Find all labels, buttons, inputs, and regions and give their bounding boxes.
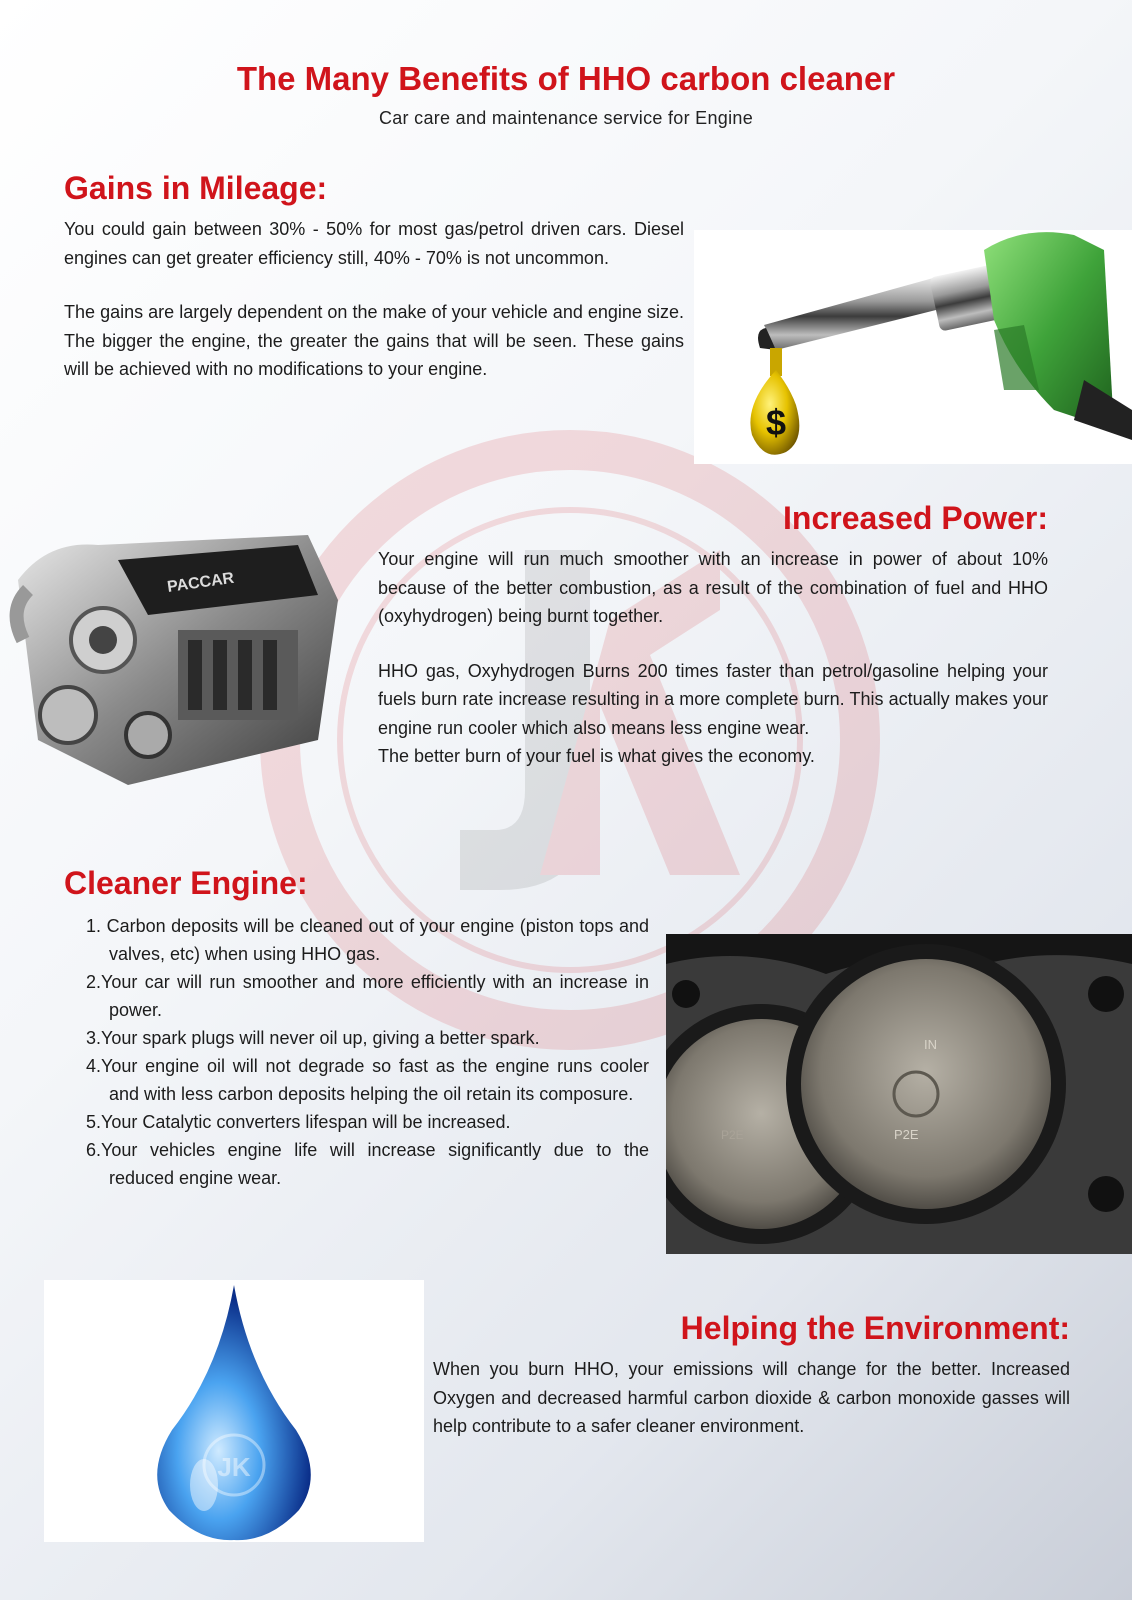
environment-paragraph: When you burn HHO, your emissions will change for the better. Increased Oxygen and decreased harmful carbon dioxide & carbon monoxide gasses will help contribute to a safer cleaner environment. xyxy=(433,1359,1070,1436)
list-item: 6.Your vehicles engine life will increase significantly due to the reduced engine wear. xyxy=(86,1140,649,1188)
mileage-text xyxy=(64,215,684,410)
power-paragraph-1: Your engine will run much smoother with an increase in power of about 10% because of the better combustion, as a result of the combination of fuel and HHO (oxyhydrogen) being burnt together. xyxy=(378,549,1048,626)
mileage-heading: Gains in Mileage: xyxy=(64,170,328,206)
water-drop-image xyxy=(44,1280,424,1542)
list-item: 1. Carbon deposits will be cleaned out of your engine (piston tops and valves, etc) when using HHO gas. xyxy=(86,916,649,964)
piston-mark-in: IN xyxy=(924,1037,937,1052)
list-item: 5.Your Catalytic converters lifespan will be increased. xyxy=(86,1112,511,1132)
list-item: 3.Your spark plugs will never oil up, giving a better spark. xyxy=(86,1028,540,1048)
fuel-nozzle-image xyxy=(694,230,1132,464)
environment-text xyxy=(433,1355,1070,1467)
mileage-paragraph-2: The gains are largely dependent on the make of your vehicle and engine size. The bigger the engine, the greater the gains that will be seen. These gains will be achieved with no modifications to your engine. xyxy=(64,302,684,379)
engine-image xyxy=(8,520,343,790)
paccar-label: PACCAR xyxy=(166,569,236,596)
piston-image xyxy=(666,934,1132,1254)
power-text xyxy=(378,545,1048,771)
piston-mark-left: P2E xyxy=(721,1128,744,1142)
page-subtitle: Car care and maintenance service for Engine xyxy=(378,108,754,128)
dollar-icon: $ xyxy=(765,402,787,443)
power-paragraph-2: HHO gas, Oxyhydrogen Burns 200 times faster than petrol/gasoline helping your fuels burn rate increase resulting in a more complete burn. This actually makes your engine run cooler which also means less engine wear. xyxy=(378,660,1048,738)
environment-heading: Helping the Environment: xyxy=(680,1310,1070,1346)
list-item: 4.Your engine oil will not degrade so fast as the engine runs cooler and with less carbon deposits helping the oil retain its composure. xyxy=(86,1056,649,1104)
page-title: The Many Benefits of HHO carbon cleaner xyxy=(236,60,896,97)
jk-logo-icon: JK xyxy=(217,1452,251,1482)
power-heading: Increased Power: xyxy=(783,500,1048,536)
cleaner-list xyxy=(86,912,649,1192)
cleaner-heading: Cleaner Engine: xyxy=(64,865,308,901)
mileage-paragraph-1: You could gain between 30% - 50% for most gas/petrol driven cars. Diesel engines can get greater efficiency still, 40% - 70% is not uncommon. xyxy=(64,219,684,268)
piston-mark-p2e: P2E xyxy=(894,1127,919,1142)
list-item: 2.Your car will run smoother and more efficiently with an increase in power. xyxy=(86,972,649,1020)
power-paragraph-3: The better burn of your fuel is what gives the economy. xyxy=(378,746,815,766)
